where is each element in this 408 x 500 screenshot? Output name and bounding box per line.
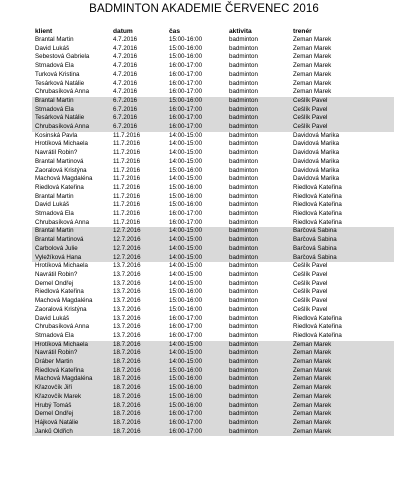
table-row [32,375,394,384]
cell-aktivita: badminton [229,62,258,70]
cell-aktivita: badminton [226,114,290,123]
table-row [32,402,394,411]
cell-aktivita: badminton [226,227,290,236]
cell-klient: Demel Ondřej [35,279,74,287]
cell-trener: Zeman Marek [290,393,394,402]
cell-cas: 15:00-16:00 [169,192,203,200]
table-row [32,280,394,289]
cell-aktivita: badminton [229,323,258,331]
cell-cas: 15:00-16:00 [169,36,203,43]
cell-klient: Navrátil Robin? [35,149,78,157]
cell-aktivita: badminton [229,218,258,226]
cell-klient: Šebestová Gabriela [35,53,90,61]
cell-cas: 16:00-17:00 [169,62,203,70]
cell-klient: Riedlová Kateřina [35,183,84,191]
cell-cas: 14:00-15:00 [169,262,203,270]
table-row [32,288,394,297]
cell-cas: 14:00-15:00 [166,227,226,236]
cell-klient: Demel Ondřej [32,410,110,419]
table-row [32,219,394,228]
cell-klient: Zaoralová Kristýna [35,166,87,174]
cell-klient: Vyležíková Hana [32,254,110,263]
cell-klient: Riedlová Kateřina [35,288,84,296]
table-row [32,245,394,254]
cell-klient: Navrátil Robin? [32,349,110,358]
cell-aktivita: badminton [229,297,258,305]
cell-klient: Navrátil Robin? [35,270,78,278]
table-row [32,210,394,219]
table-row [32,271,394,280]
cell-trener: Davidová Marika [293,149,340,157]
cell-cas: 14:00-15:00 [166,349,226,358]
cell-trener: Zeman Marek [293,88,332,96]
table-row [32,297,394,306]
cell-cas: 14:00-15:00 [166,254,226,263]
cell-cas: 16:00-17:00 [166,410,226,419]
table-row [32,323,394,332]
cell-trener: Davidová Marika [293,140,340,148]
cell-aktivita: badminton [229,331,258,339]
cell-aktivita: badminton [229,157,258,165]
cell-cas: 14:00-15:00 [166,341,226,350]
cell-datum: 12.7.2016 [110,245,166,254]
cell-aktivita: badminton [229,279,258,287]
table-row [32,167,394,176]
cell-trener: Češlík Pavel [293,288,328,296]
cell-cas: 14:00-15:00 [169,157,203,165]
table-row [32,315,394,324]
cell-trener: Zeman Marek [290,367,394,376]
cell-trener: Češlík Pavel [293,297,328,305]
cell-datum: 18.7.2016 [110,349,166,358]
cell-klient: Brantal Martin [32,97,110,106]
cell-trener: Riedlová Kateřina [293,323,342,331]
cell-datum: 11.7.2016 [113,149,141,157]
cell-datum: 13.7.2016 [113,262,141,270]
column-header-aktivita: aktivita [229,28,252,35]
cell-datum: 18.7.2016 [110,367,166,376]
cell-klient: Hrotíková Michaela [32,341,110,350]
cell-cas: 15:00-16:00 [166,384,226,393]
cell-klient: Zaoralová Kristýna [35,305,87,313]
cell-datum: 18.7.2016 [110,375,166,384]
table-row [32,254,394,263]
cell-trener: Zeman Marek [293,62,332,70]
cell-klient: Brantal Martinová [35,157,84,165]
cell-aktivita: badminton [226,393,290,402]
column-header-klient: klient [35,28,53,35]
cell-datum: 13.7.2016 [113,297,141,305]
table-row [32,393,394,402]
cell-klient: Hrotíková Michaela [35,262,88,270]
cell-trener: Češlík Pavel [290,97,394,106]
cell-cas: 15:00-16:00 [166,375,226,384]
cell-trener: Zeman Marek [293,36,332,43]
cell-cas: 15:00-16:00 [169,183,203,191]
cell-datum: 12.7.2016 [110,227,166,236]
cell-trener: Davidová Marika [293,131,340,139]
cell-datum: 11.7.2016 [113,192,141,200]
table-row [32,80,394,89]
table-row [32,36,394,45]
cell-datum: 18.7.2016 [110,428,166,437]
cell-trener: Zeman Marek [290,375,394,384]
table-row [32,114,394,123]
cell-datum: 6.7.2016 [110,97,166,106]
cell-klient: Hájková Natálie [32,419,110,428]
cell-trener: Riedlová Kateřina [293,331,342,339]
cell-datum: 4.7.2016 [113,88,138,96]
cell-cas: 14:00-15:00 [169,131,203,139]
cell-trener: Davidová Marika [293,175,340,183]
cell-klient: Brantal Martin [32,227,110,236]
cell-cas: 15:00-16:00 [166,367,226,376]
cell-cas: 15:00-16:00 [169,201,203,209]
cell-datum: 4.7.2016 [113,79,138,87]
cell-aktivita: badminton [229,183,258,191]
cell-datum: 11.7.2016 [113,210,141,218]
cell-cas: 15:00-16:00 [169,297,203,305]
cell-trener: Češlík Pavel [293,270,328,278]
cell-datum: 12.7.2016 [110,236,166,245]
cell-klient: Brantal Martin [35,192,74,200]
cell-trener: Zeman Marek [290,410,394,419]
cell-datum: 11.7.2016 [113,166,141,174]
table-row [32,132,394,141]
cell-cas: 14:00-15:00 [169,149,203,157]
table-row [32,184,394,193]
table-row [32,227,394,236]
cell-cas: 16:00-17:00 [169,314,203,322]
cell-klient: Chrubasíková Anna [35,88,90,96]
cell-trener: Davidová Marika [293,157,340,165]
cell-klient: Hrubý Tomáš [32,402,110,411]
column-header-cas: čas [169,28,181,35]
table-row [32,410,394,419]
cell-cas: 15:00-16:00 [166,97,226,106]
cell-datum: 13.7.2016 [113,270,141,278]
cell-klient: Hrotíková Michaela [35,140,88,148]
table-row [32,71,394,80]
cell-cas: 15:00-16:00 [169,53,203,61]
cell-trener: Zeman Marek [290,358,394,367]
cell-datum: 13.7.2016 [113,288,141,296]
cell-trener: Zeman Marek [293,53,332,61]
cell-trener: Češlík Pavel [293,262,328,270]
cell-klient: Křazovčík Marek [32,393,110,402]
cell-aktivita: badminton [226,358,290,367]
cell-aktivita: badminton [226,384,290,393]
cell-klient: Strnadová Ela [32,106,110,115]
cell-datum: 18.7.2016 [110,341,166,350]
cell-trener: Riedlová Kateřina [293,314,342,322]
cell-datum: 6.7.2016 [110,106,166,115]
cell-aktivita: badminton [226,254,290,263]
cell-cas: 14:00-15:00 [169,175,203,183]
cell-trener: Riedlová Kateřina [293,210,342,218]
cell-klient: Chrubasíková Anna [35,218,90,226]
cell-cas: 16:00-17:00 [169,70,203,78]
cell-datum: 4.7.2016 [113,70,138,78]
cell-datum: 11.7.2016 [113,218,141,226]
cell-aktivita: badminton [226,428,290,437]
cell-datum: 18.7.2016 [110,393,166,402]
cell-datum: 11.7.2016 [113,131,141,139]
table-row [32,97,394,106]
cell-klient: Tesárková Natálie [35,79,85,87]
cell-klient: Strnadová Ela [35,62,74,70]
cell-cas: 16:00-17:00 [169,88,203,96]
table-row [32,349,394,358]
cell-aktivita: badminton [229,175,258,183]
table-row [32,123,394,132]
cell-aktivita: badminton [229,314,258,322]
cell-trener: Češlík Pavel [293,305,328,313]
cell-trener: Zeman Marek [290,428,394,437]
cell-datum: 11.7.2016 [113,175,141,183]
cell-datum: 13.7.2016 [113,323,141,331]
cell-klient: Kosinská Pavla [35,131,78,139]
cell-cas: 15:00-16:00 [166,393,226,402]
cell-aktivita: badminton [229,192,258,200]
cell-klient: Dráber Martin [32,358,110,367]
cell-aktivita: badminton [229,262,258,270]
table-row [32,236,394,245]
cell-klient: Křazovčík Jiří [32,384,110,393]
cell-klient: David Lukáš [35,201,70,209]
cell-datum: 18.7.2016 [110,410,166,419]
cell-cas: 16:00-17:00 [166,428,226,437]
cell-cas: 16:00-17:00 [166,419,226,428]
document-title: BADMINTON AKADEMIE ČERVENEC 2016 [89,3,319,15]
cell-datum: 18.7.2016 [110,402,166,411]
cell-klient: Janků Oldřich [32,428,110,437]
cell-trener: Zeman Marek [293,79,332,87]
table-row [32,332,394,341]
table-row [32,341,394,350]
cell-aktivita: badminton [226,106,290,115]
cell-aktivita: badminton [229,210,258,218]
cell-aktivita: badminton [229,140,258,148]
cell-cas: 15:00-16:00 [169,166,203,174]
cell-trener: Zeman Marek [290,402,394,411]
table-row [32,53,394,62]
cell-trener: Češlík Pavel [290,114,394,123]
cell-datum: 6.7.2016 [110,114,166,123]
cell-cas: 15:00-16:00 [166,402,226,411]
cell-datum: 13.7.2016 [113,279,141,287]
cell-cas: 16:00-17:00 [166,114,226,123]
cell-aktivita: badminton [229,149,258,157]
cell-aktivita: badminton [226,375,290,384]
cell-klient: Strnadová Ela [35,210,74,218]
cell-datum: 11.7.2016 [113,183,141,191]
cell-aktivita: badminton [229,131,258,139]
cell-aktivita: badminton [226,402,290,411]
header-row [32,27,394,36]
cell-cas: 15:00-16:00 [169,288,203,296]
cell-trener: Zeman Marek [290,341,394,350]
cell-aktivita: badminton [229,70,258,78]
cell-klient: Brantal Martinová [32,236,110,245]
cell-datum: 11.7.2016 [113,201,141,209]
cell-datum: 11.7.2016 [113,140,141,148]
cell-klient: Chrubasíková Anna [32,123,110,132]
cell-trener: Riedlová Kateřina [293,201,342,209]
cell-datum: 13.7.2016 [113,331,141,339]
table-row [32,367,394,376]
cell-datum: 18.7.2016 [110,358,166,367]
table-row [32,428,394,437]
cell-aktivita: badminton [229,44,258,52]
cell-cas: 16:00-17:00 [169,79,203,87]
cell-aktivita: badminton [226,367,290,376]
cell-cas: 14:00-15:00 [169,140,203,148]
cell-trener: Češlík Pavel [290,106,394,115]
cell-aktivita: badminton [226,97,290,106]
cell-trener: Barčová Sabina [290,227,394,236]
cell-cas: 16:00-17:00 [169,323,203,331]
cell-aktivita: badminton [226,245,290,254]
cell-aktivita: badminton [226,419,290,428]
cell-cas: 14:00-15:00 [166,236,226,245]
cell-trener: Češlík Pavel [290,123,394,132]
cell-klient: David Lukáš [35,44,70,52]
cell-aktivita: badminton [229,270,258,278]
cell-cas: 14:00-15:00 [169,279,203,287]
cell-aktivita: badminton [226,341,290,350]
cell-aktivita: badminton [229,79,258,87]
column-header-trener: trenér [293,28,312,35]
cell-datum: 4.7.2016 [113,36,138,43]
cell-klient: David Lukáš [35,314,70,322]
cell-aktivita: badminton [229,201,258,209]
table-row [32,193,394,202]
cell-aktivita: badminton [229,53,258,61]
cell-cas: 14:00-15:00 [169,270,203,278]
cell-trener: Češlík Pavel [293,279,328,287]
table-row [32,262,394,271]
cell-trener: Zeman Marek [290,384,394,393]
cell-datum: 4.7.2016 [113,44,138,52]
cell-cas: 14:00-15:00 [166,245,226,254]
cell-datum: 4.7.2016 [113,53,138,61]
cell-klient: Machová Magdaléna [35,297,93,305]
table-row [32,140,394,149]
cell-datum: 12.7.2016 [110,254,166,263]
cell-trener: Zeman Marek [290,349,394,358]
cell-datum: 18.7.2016 [110,384,166,393]
table-row [32,384,394,393]
table-row [32,201,394,210]
table-row [32,149,394,158]
cell-aktivita: badminton [226,123,290,132]
cell-aktivita: badminton [226,410,290,419]
cell-trener: Barčová Sabina [290,245,394,254]
cell-trener: Riedlová Kateřina [293,192,342,200]
cell-klient: Riedlová Kateřina [32,367,110,376]
table-row [32,88,394,97]
cell-aktivita: badminton [229,166,258,174]
cell-klient: Machová Magdaléna [35,175,93,183]
cell-cas: 16:00-17:00 [169,218,203,226]
cell-datum: 4.7.2016 [113,62,138,70]
cell-klient: Chrubasíková Anna [35,323,90,331]
cell-cas: 16:00-17:00 [166,123,226,132]
cell-cas: 15:00-16:00 [169,44,203,52]
cell-datum: 13.7.2016 [113,305,141,313]
schedule-body [32,36,394,436]
table-row [32,358,394,367]
cell-cas: 15:00-16:00 [169,305,203,313]
cell-datum: 11.7.2016 [113,157,141,165]
cell-aktivita: badminton [226,236,290,245]
table-row [32,175,394,184]
cell-klient: Turková Kristina [35,70,80,78]
cell-trener: Barčová Sabina [290,236,394,245]
table-row [32,106,394,115]
cell-trener: Zeman Marek [293,44,332,52]
cell-trener: Riedlová Kateřina [293,218,342,226]
cell-datum: 18.7.2016 [110,419,166,428]
cell-aktivita: badminton [226,349,290,358]
cell-trener: Barčová Sabina [290,254,394,263]
cell-klient: Machová Magdaléna [32,375,110,384]
table-row [32,45,394,54]
column-header-datum: datum [113,28,133,35]
cell-klient: Tesárková Natálie [32,114,110,123]
cell-aktivita: badminton [229,88,258,96]
cell-cas: 16:00-17:00 [169,210,203,218]
cell-cas: 14:00-15:00 [166,358,226,367]
cell-datum: 6.7.2016 [110,123,166,132]
cell-datum: 13.7.2016 [113,314,141,322]
table-row [32,419,394,428]
cell-trener: Zeman Marek [293,70,332,78]
cell-aktivita: badminton [229,36,258,43]
cell-trener: Davidová Marika [293,166,340,174]
cell-cas: 16:00-17:00 [169,331,203,339]
cell-aktivita: badminton [229,305,258,313]
cell-klient: Carbolová Julie [32,245,110,254]
table-row [32,158,394,167]
table-row [32,62,394,71]
cell-trener: Zeman Marek [290,419,394,428]
cell-klient: Brantal Martin [35,36,74,43]
cell-trener: Riedlová Kateřina [293,183,342,191]
schedule-table [32,27,394,436]
cell-klient: Strnadová Ela [35,331,74,339]
table-row [32,306,394,315]
cell-cas: 16:00-17:00 [166,106,226,115]
cell-aktivita: badminton [229,288,258,296]
